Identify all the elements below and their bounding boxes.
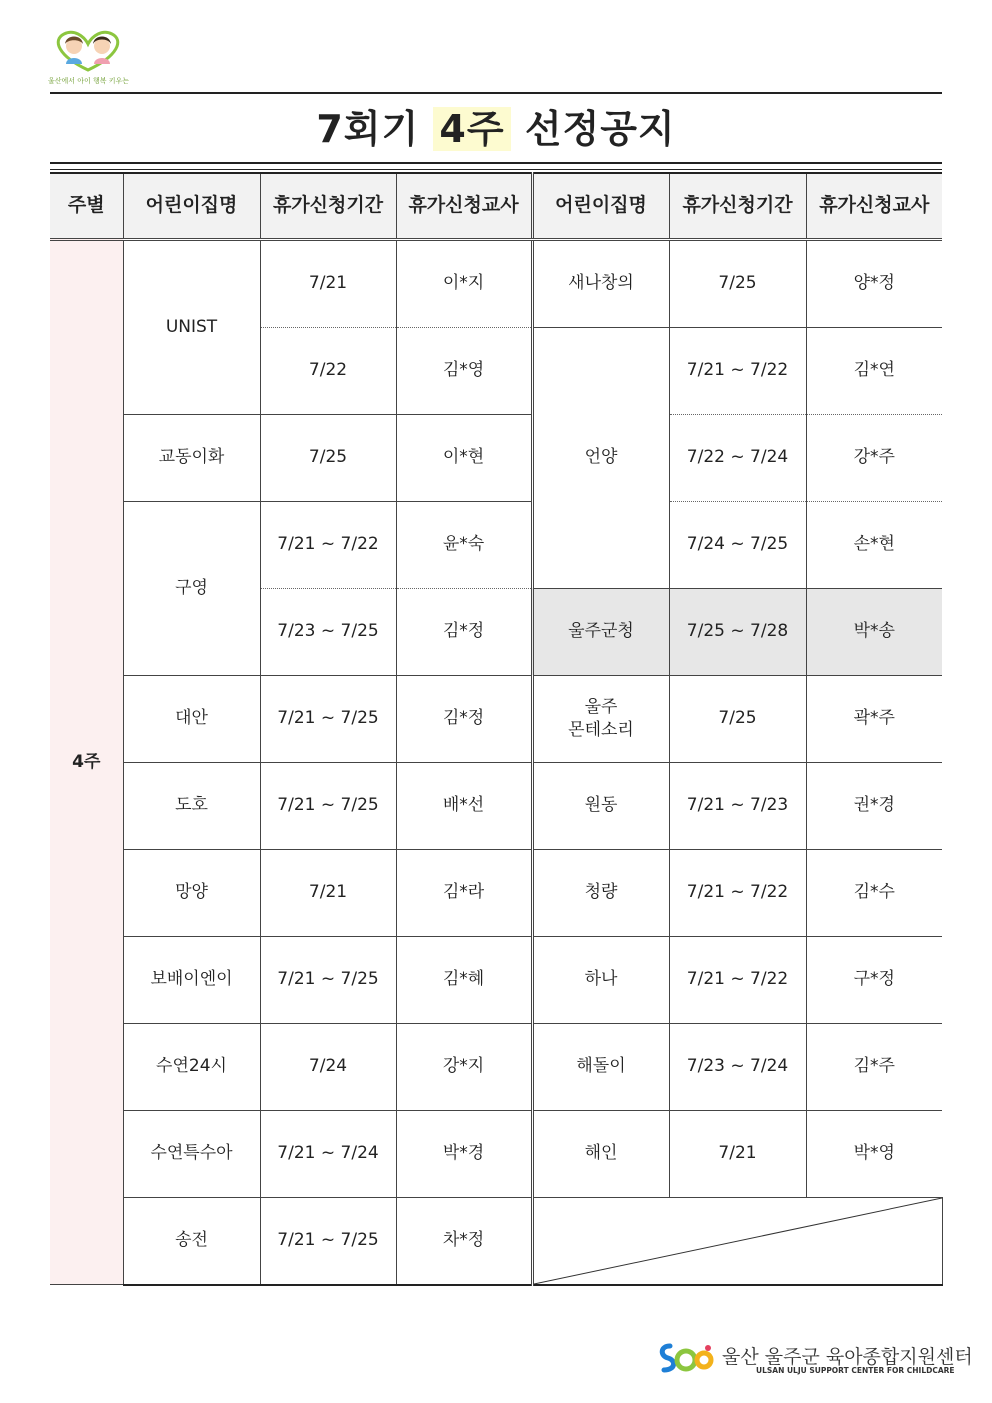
footer-logo	[656, 1340, 973, 1380]
teacher-cell: 박*영	[806, 1110, 942, 1197]
teacher-cell: 김*혜	[396, 936, 532, 1023]
table-row	[50, 1197, 942, 1285]
header-teacher-left: 휴가신청교사	[396, 173, 532, 239]
teacher-cell: 강*지	[396, 1023, 532, 1110]
period-cell: 7/21 ~ 7/22	[669, 327, 806, 414]
period-cell: 7/24 ~ 7/25	[669, 501, 806, 588]
header-center-right: 어린이집명	[532, 173, 669, 239]
center-cell: 울주군청	[532, 588, 669, 675]
teacher-cell: 강*주	[806, 414, 942, 501]
period-cell: 7/21	[260, 239, 396, 327]
period-cell: 7/21	[669, 1110, 806, 1197]
table-row	[50, 501, 942, 588]
period-cell: 7/25	[260, 414, 396, 501]
teacher-cell: 박*송	[806, 588, 942, 675]
center-cell: 원동	[532, 762, 669, 849]
center-cell: 교동이화	[123, 414, 260, 501]
center-cell	[532, 675, 669, 762]
center-cell: 보배이엔이	[123, 936, 260, 1023]
top-logo	[48, 26, 138, 90]
diagonal-line-icon	[534, 1198, 942, 1284]
header-center-left: 어린이집명	[123, 173, 260, 239]
center-cell: 새나창의	[532, 239, 669, 327]
teacher-cell: 차*정	[396, 1197, 532, 1285]
title-rule	[50, 162, 942, 170]
teacher-cell: 윤*숙	[396, 501, 532, 588]
header-period-right: 휴가신청기간	[669, 173, 806, 239]
period-cell: 7/21 ~ 7/23	[669, 762, 806, 849]
center-line-2: 몬테소리	[568, 719, 634, 740]
logo-tagline: 울산에서 아이 행복 키우는	[48, 77, 130, 85]
period-cell: 7/21 ~ 7/22	[669, 849, 806, 936]
period-cell: 7/25 ~ 7/28	[669, 588, 806, 675]
header-period-left: 휴가신청기간	[260, 173, 396, 239]
family-logo-icon	[48, 26, 128, 74]
table-row	[50, 414, 942, 501]
table-row	[50, 936, 942, 1023]
teacher-cell: 양*정	[806, 239, 942, 327]
teacher-cell: 김*라	[396, 849, 532, 936]
empty-diagonal-cell	[532, 1197, 942, 1285]
center-cell: 언양	[532, 327, 669, 588]
center-cell: 수연특수아	[123, 1110, 260, 1197]
period-cell: 7/21 ~ 7/25	[260, 936, 396, 1023]
table-row	[50, 849, 942, 936]
center-cell: 하나	[532, 936, 669, 1023]
center-cell: 망양	[123, 849, 260, 936]
center-cell: 해인	[532, 1110, 669, 1197]
table-row	[50, 762, 942, 849]
teacher-cell: 구*정	[806, 936, 942, 1023]
period-cell: 7/25	[669, 675, 806, 762]
teacher-cell: 김*주	[806, 1023, 942, 1110]
title-prefix: 7회기	[316, 107, 420, 151]
teacher-cell: 이*지	[396, 239, 532, 327]
top-rule	[50, 92, 942, 94]
title-suffix: 선정공지	[524, 107, 676, 151]
table-row	[50, 675, 942, 762]
center-cell: 수연24시	[123, 1023, 260, 1110]
selection-table	[50, 172, 943, 1286]
header-row	[50, 173, 942, 239]
teacher-cell: 김*정	[396, 675, 532, 762]
teacher-cell: 김*영	[396, 327, 532, 414]
table-row	[50, 1023, 942, 1110]
header-teacher-right: 휴가신청교사	[806, 173, 942, 239]
header-week: 주별	[50, 173, 123, 239]
table-row	[50, 239, 942, 327]
center-cell: 청량	[532, 849, 669, 936]
page-title	[50, 100, 942, 158]
org-name-english: ULSAN ULJU SUPPORT CENTER FOR CHILDCARE	[756, 1366, 955, 1375]
center-cell: 대안	[123, 675, 260, 762]
period-cell: 7/23 ~ 7/24	[669, 1023, 806, 1110]
center-cell: 도호	[123, 762, 260, 849]
center-cell: 해돌이	[532, 1023, 669, 1110]
period-cell: 7/23 ~ 7/25	[260, 588, 396, 675]
center-cell: 구영	[123, 501, 260, 675]
period-cell: 7/21 ~ 7/22	[669, 936, 806, 1023]
title-highlight: 4주	[433, 107, 510, 151]
center-cell: UNIST	[123, 239, 260, 414]
teacher-cell: 박*경	[396, 1110, 532, 1197]
center-logo-icon	[656, 1340, 716, 1376]
period-cell: 7/22	[260, 327, 396, 414]
teacher-cell: 배*선	[396, 762, 532, 849]
period-cell: 7/25	[669, 239, 806, 327]
teacher-cell: 김*정	[396, 588, 532, 675]
org-name: 울산 울주군 육아종합지원센터	[722, 1346, 973, 1368]
center-cell: 송전	[123, 1197, 260, 1285]
period-cell: 7/21	[260, 849, 396, 936]
teacher-cell: 이*현	[396, 414, 532, 501]
period-cell: 7/21 ~ 7/22	[260, 501, 396, 588]
week-cell: 4주	[50, 239, 123, 1285]
teacher-cell: 김*연	[806, 327, 942, 414]
period-cell: 7/22 ~ 7/24	[669, 414, 806, 501]
center-line-1: 울주	[584, 696, 618, 717]
teacher-cell: 곽*주	[806, 675, 942, 762]
teacher-cell: 김*수	[806, 849, 942, 936]
period-cell: 7/21 ~ 7/25	[260, 762, 396, 849]
period-cell: 7/21 ~ 7/24	[260, 1110, 396, 1197]
period-cell: 7/21 ~ 7/25	[260, 1197, 396, 1285]
period-cell: 7/24	[260, 1023, 396, 1110]
teacher-cell: 권*경	[806, 762, 942, 849]
teacher-cell: 손*현	[806, 501, 942, 588]
table-row	[50, 1110, 942, 1197]
period-cell: 7/21 ~ 7/25	[260, 675, 396, 762]
